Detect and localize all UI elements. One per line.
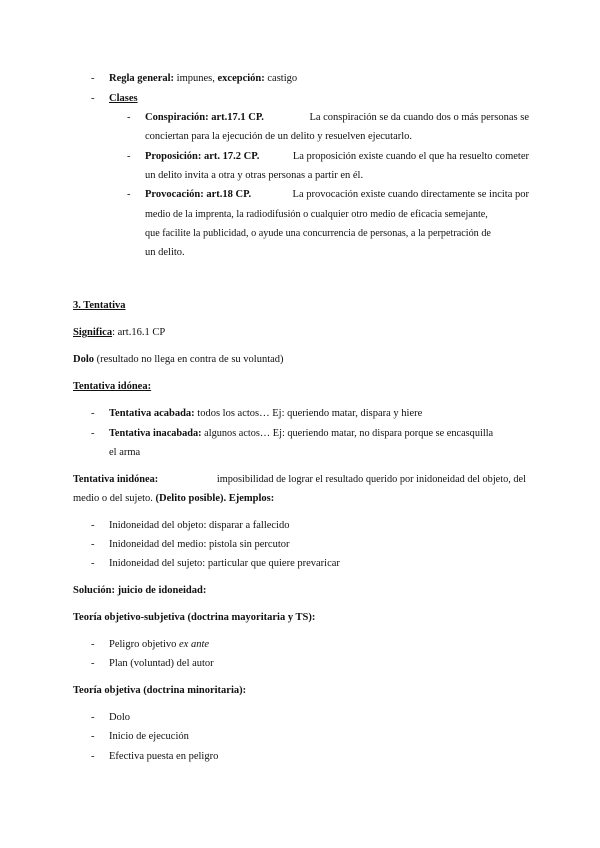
significa-line: Significa: art.16.1 CP <box>73 327 166 338</box>
list-bullet: - <box>127 189 131 200</box>
list-bullet: - <box>91 639 95 650</box>
dolo-line: Dolo (resultado no llega en contra de su voluntad) <box>73 354 284 365</box>
list-bullet: - <box>91 73 95 84</box>
list-item-inidoneidad: Inidoneidad del objeto: disparar a fallecido <box>109 520 290 531</box>
list-bullet: - <box>127 151 131 162</box>
list-bullet: - <box>91 712 95 723</box>
list-bullet: - <box>91 731 95 742</box>
paragraph-tentativa-inidonea: Tentativa inidónea: imposibilidad de lograr el resultado querido por inidoneidad del objeto, del <box>73 474 526 485</box>
list-item-clases: Clases <box>109 93 138 104</box>
list-item-tentativa-inacabada-cont: el arma <box>109 447 141 458</box>
list-item-inicio-ejecucion: Inicio de ejecución <box>109 731 189 742</box>
list-item-regla-general: Regla general: impunes, excepción: castigo <box>109 73 298 84</box>
list-bullet: - <box>91 408 95 419</box>
list-bullet: - <box>91 751 95 762</box>
list-item-inidoneidad: Inidoneidad del medio: pistola sin percutor <box>109 539 290 550</box>
list-bullet: - <box>127 112 131 123</box>
subheading-teoria-objetivo-subjetiva: Teoría objetivo-subjetiva (doctrina mayoritaria y TS): <box>73 612 316 623</box>
subheading-tentativa-idonea: Tentativa idónea: <box>73 381 152 392</box>
sublist-item-provocacion-cont: un delito. <box>145 247 185 258</box>
sublist-item-provocacion-cont: que facilite la publicidad, o ayude una concurrencia de personas, a la perpetración de <box>145 228 491 239</box>
sublist-item-conspiracion: Conspiración: art.17.1 CP. La conspiración se da cuando dos o más personas se <box>145 112 529 123</box>
solucion-line: Solución: juicio de idoneidad: <box>73 585 207 596</box>
list-bullet: - <box>91 93 95 104</box>
list-item-dolo: Dolo <box>109 712 130 723</box>
section-heading: 3. Tentativa <box>73 300 126 311</box>
list-bullet: - <box>91 428 95 439</box>
list-item-tentativa-acabada: Tentativa acabada: todos los actos… Ej: queriendo matar, dispara y hiere <box>109 408 423 419</box>
paragraph-tentativa-inidonea-cont: medio o del sujeto. (Delito posible). Ejemplos: <box>73 493 275 504</box>
list-bullet: - <box>91 520 95 531</box>
sublist-item-provocacion: Provocación: art.18 CP. La provocación existe cuando directamente se incita por <box>145 189 529 200</box>
sublist-item-proposicion: Proposición: art. 17.2 CP. La proposición existe cuando el que ha resuelto cometer <box>145 151 529 162</box>
list-item-plan-autor: Plan (voluntad) del autor <box>109 658 214 669</box>
sublist-item-provocacion-cont: medio de la imprenta, la radiodifusión o cualquier otro medio de eficacia semejante, <box>145 209 488 220</box>
list-bullet: - <box>91 539 95 550</box>
list-bullet: - <box>91 558 95 569</box>
list-item-tentativa-inacabada: Tentativa inacabada: algunos actos… Ej: queriendo matar, no dispara porque se encasquilla <box>109 428 494 439</box>
list-item-puesta-en-peligro: Efectiva puesta en peligro <box>109 751 219 762</box>
list-item-peligro-objetivo: Peligro objetivo ex ante <box>109 639 210 650</box>
sublist-item-proposicion-cont: un delito invita a otra y otras personas a partir en él. <box>145 170 364 181</box>
sublist-item-conspiracion-cont: conciertan para la ejecución de un delito y resuelven ejecutarlo. <box>145 131 413 142</box>
list-item-inidoneidad: Inidoneidad del sujeto: particular que quiere prevaricar <box>109 558 340 569</box>
subheading-teoria-objetiva: Teoría objetiva (doctrina minoritaria): <box>73 685 247 696</box>
list-bullet: - <box>91 658 95 669</box>
